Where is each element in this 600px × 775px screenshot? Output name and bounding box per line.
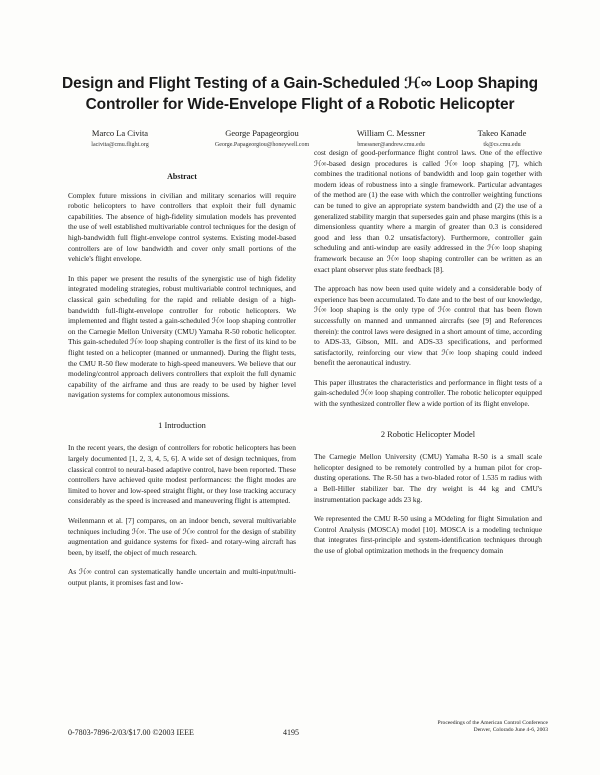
section2-heading: 2 Robotic Helicopter Model xyxy=(380,429,476,439)
author-name: George Papageorgiou xyxy=(225,128,299,138)
author-block xyxy=(50,128,190,151)
author-name: Takeo Kanade xyxy=(477,128,527,138)
page-number: 4195 xyxy=(283,728,299,737)
introduction-heading: 1 Introduction xyxy=(158,420,206,430)
section2-paragraph: We represented the CMU R-50 using a MOdeling for flight Simulation and Control Analysis (MOSCA) model [10]. MOSCA is a modeling technique that integrates first-principle and system-identification techniques through the use of global optimization methods in the frequency domain xyxy=(314,514,542,555)
abstract-heading: Abstract xyxy=(167,172,197,181)
author-block xyxy=(192,128,332,151)
author-name: William C. Messner xyxy=(356,128,426,138)
body-paragraph: This paper illustrates the characteristics and performance in flight tests of a gain-scheduled ℋ∞ loop shaping controller. The robotic helicopter equipped with the synthesized controller flew a wide portion of its flight envelope. xyxy=(314,377,542,409)
author-email: tk@cs.cmu.edu xyxy=(483,142,521,148)
intro-paragraph: Weilenmann et al. [7] compares, on an indoor bench, several multivariable techniques including ℋ∞. The use of ℋ∞ control for the design of stability augmentation and guidance systems for fixed- and rotary-wing aircraft has been, by itself, the object of much research. xyxy=(68,516,296,557)
body-paragraph: The approach has now been used quite widely and a considerable body of experience has been accumulated. To date and to the best of our knowledge, ℋ∞ loop shaping is the only type of ℋ∞ control that has been flown successfully on manned and unmanned aircrafts (see [9] and References therein): the control laws were designed in a short amount of time, according to ADS-33, Gibson, MIL and ADS-33 specifications, and performed satisfactorily, reinforcing our view that ℋ∞ loop shaping could indeed benefit the aeronautical industry. xyxy=(314,284,542,368)
paper-title: Design and Flight Testing of a Gain-Scheduled ℋ∞ Loop Shaping Controller for Wide-Envelope Flight of a Robotic Helicopter xyxy=(62,75,538,113)
right-column xyxy=(314,148,542,566)
intro-paragraph: As ℋ∞ control can systematically handle uncertain and multi-input/multi-output plants, it promises fast and low- xyxy=(68,567,296,587)
intro-paragraph: In the recent years, the design of controllers for robotic helicopters has been largely documented [1, 2, 3, 4, 5, 6]. A wide set of design techniques, from classical control to neural-based adaptive control, have been reported. These controllers have achieved quite modest performances: the flight modes are limited to hover and low-speed straight flight, or they lose tracking accuracy considerably as the speed is increased and maneuvering flight is attempted. xyxy=(68,443,296,506)
author-email: George.Papageorgiou@honeywell.com xyxy=(214,142,310,148)
section2-paragraph: The Carnegie Mellon University (CMU) Yamaha R-50 is a small scale helicopter designed to be remotely controlled by a human pilot for crop-dusting operations. The R-50 has a two-bladed rotor of 1.535 m radius with a Bell-Hiller stabilizer bar. The dry weight is 44 kg and CMU's instrumentation package adds 23 kg. xyxy=(314,452,542,504)
abstract-paragraph: Complex future missions in civilian and military scenarios will require robotic helicopters to have controllers that exploit their full dynamic capabilities. The absence of high-fidelity simulation models has prevented the use of well established multivariable control techniques for the design of high-bandwidth full flight-envelope control systems. Existing model-based controllers are of low bandwidth and cover only small portions of the vehicle's flight envelope. xyxy=(68,190,296,264)
copyright-footer: 0-7803-7896-2/03/$17.00 ©2003 IEEE xyxy=(68,728,194,737)
author-email: bmessner@andrew.cmu.edu xyxy=(357,142,425,148)
abstract-paragraph: In this paper we present the results of the synergistic use of high fidelity integrated modeling strategies, robust multivariable control techniques, and classical gain scheduling for the rapid and reliable design of a high-bandwidth full-flight-envelope controller for robotic helicopters. We implemented and flight tested a gain-scheduled ℋ∞ loop shaping controller on the Carnegie Mellon University (CMU) Yamaha R-50 robotic helicopter. This gain-scheduled ℋ∞ loop shaping controller is the first of its kind to be flight tested on a helicopter (manned or unmanned). During the flight tests, the CMU R-50 flew moderate to high-speed maneuvers. We believe that our modeling/control approach delivers controllers that exploit the full dynamic capability of the airframe and thus are ready to be used by higher level navigation systems for complex autonomous missions. xyxy=(68,273,296,400)
proceedings-line: Denver, Colorado June 4-6, 2003 xyxy=(473,727,548,733)
left-column xyxy=(68,172,296,598)
author-email: lacivita@cmu.flight.org xyxy=(91,142,149,148)
body-paragraph: cost design of good-performance flight control laws. One of the effective ℋ∞-based design procedures is called ℋ∞ loop shaping [7], which combines the traditional notions of bandwidth and loop gain together with modern ideas of robustness into a single framework. Particular advantages of the method are (1) the ease with which the controller weighting functions can be tuned to give an appropriate system bandwidth and (2) the use of a generalized stability margin that supersedes gain and phase margins (this is a dimensionless quantity where a margin of greater than 0.3 is considered good and less than 0.2 unsatisfactory). Furthermore, controller gain scheduling and anti-windup are easily addressed in the ℋ∞ loop shaping framework because an ℋ∞ loop shaping controller can be written as an exact plant observer plus state feedback [8]. xyxy=(314,148,542,274)
author-name: Marco La Civita xyxy=(91,128,149,138)
proceedings-line: Proceedings of the American Control Conference xyxy=(437,720,548,726)
proceedings-footer xyxy=(428,720,548,734)
